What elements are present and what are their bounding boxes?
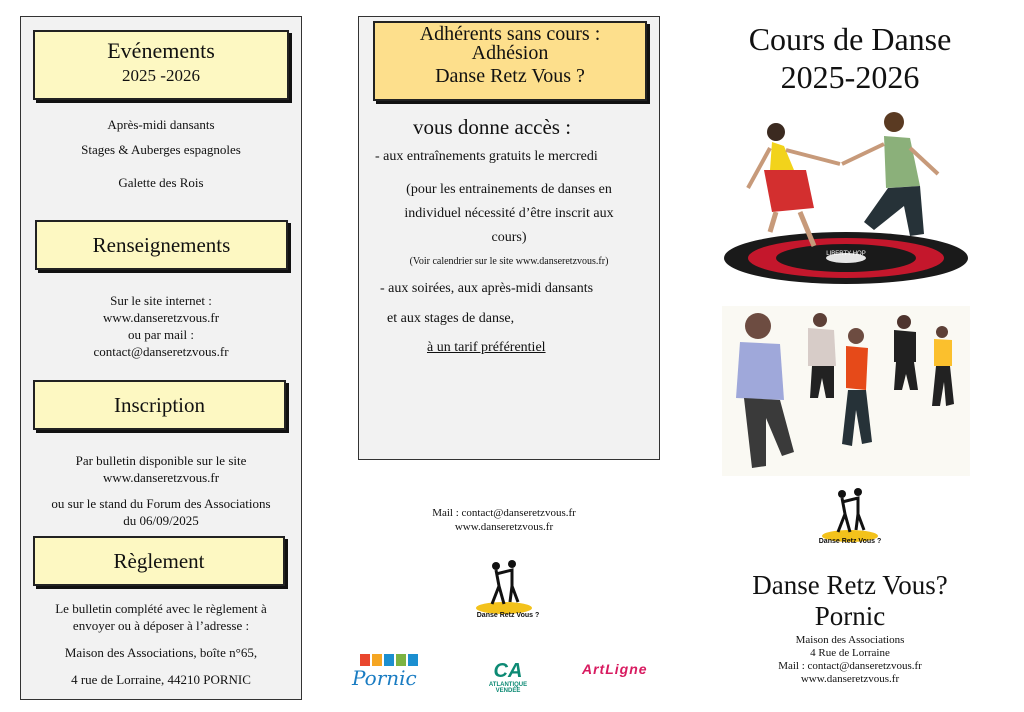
rules-line: Le bulletin complété avec le règlement à: [55, 601, 267, 616]
info-line: ou par mail :: [127, 327, 195, 342]
info-website: www.danseretzvous.fr: [102, 310, 220, 325]
pornic-logo-text: Pornic: [352, 666, 417, 690]
club-address-line: Maison des Associations: [795, 634, 905, 646]
tarif-text: à un tarif préférentiel: [427, 340, 546, 355]
club-address: [724, 634, 976, 686]
info-text: [22, 292, 300, 360]
club-name-block: [724, 570, 976, 632]
membership-line1: Adhérents sans cours :: [419, 23, 601, 45]
middle-contact-mail: Mail : contact@danseretzvous.fr: [432, 507, 576, 519]
access-note-line: cours): [491, 230, 527, 245]
rules-address: 4 rue de Lorraine, 44210 PORNIC: [71, 672, 251, 687]
main-title: [710, 20, 990, 96]
credit-agricole-logo: [478, 660, 538, 694]
walking-group-image: [722, 306, 970, 476]
access-title: vous donne accès :: [413, 115, 572, 139]
credit-agricole-line2: VENDÉE: [495, 688, 521, 694]
club-city: Pornic: [814, 601, 886, 631]
membership-line3: Danse Retz Vous ?: [435, 65, 585, 87]
club-logo-right: [810, 486, 890, 550]
club-logo-right-text: Danse Retz Vous ?: [818, 538, 882, 545]
access-item-stages: et aux stages de danse,: [387, 311, 515, 326]
middle-contact-site: www.danseretzvous.fr: [454, 521, 554, 533]
access-item-events: - aux soirées, aux après-midi dansants: [380, 281, 594, 296]
membership-heading-box: [373, 21, 647, 101]
walking-group-illustration: [722, 306, 970, 476]
credit-agricole-mark: CA: [493, 660, 523, 682]
artligne-logo: ArtLigne: [582, 661, 648, 677]
rules-text: [22, 600, 300, 688]
club-address-line: 4 Rue de Lorraine: [810, 647, 890, 659]
access-note-line: individuel nécessité d’être inscrit aux: [404, 206, 614, 221]
club-logo-middle: [466, 556, 546, 624]
events-item: Après-midi dansants: [107, 117, 215, 132]
inscription-date: du 06/09/2025: [123, 513, 199, 528]
events-heading-box: [33, 30, 289, 100]
events-item: Galette des Rois: [118, 175, 204, 190]
events-item: Stages & Auberges espagnoles: [81, 142, 241, 157]
info-title: Renseignements: [92, 233, 231, 257]
middle-contact: [400, 506, 608, 534]
club-name: Danse Retz Vous?: [752, 570, 948, 600]
info-email: contact@danseretzvous.fr: [93, 344, 229, 359]
events-years: 2025 -2026: [122, 66, 200, 85]
inscription-line: Par bulletin disponible sur le site: [75, 453, 247, 468]
main-title-line1: Cours de Danse: [748, 21, 952, 57]
credit-agricole-line1: ATLANTIQUE: [488, 682, 528, 688]
info-line: Sur le site internet :: [110, 293, 212, 308]
rules-address: Maison des Associations, boîte n°65,: [64, 645, 258, 660]
inscription-forum: ou sur le stand du Forum des Associations: [51, 496, 271, 511]
rules-heading-box: [33, 536, 285, 586]
inscription-text: [22, 452, 300, 529]
dance-couple-illustration: [724, 108, 970, 288]
club-logo-middle-text: Danse Retz Vous ?: [476, 612, 540, 619]
access-note: [366, 178, 652, 250]
rules-line: envoyer ou à déposer à l’adresse :: [72, 618, 250, 633]
dance-couple-image: [724, 108, 970, 288]
access-item-training: - aux entraînements gratuits le mercredi: [375, 149, 598, 164]
events-title: Evénements: [107, 38, 215, 63]
info-heading-box: [35, 220, 288, 270]
events-list: [22, 116, 300, 191]
club-address-site: www.danseretzvous.fr: [800, 673, 900, 685]
inscription-heading-box: [33, 380, 286, 430]
main-title-line2: 2025-2026: [780, 59, 920, 95]
membership-line2: Adhésion: [471, 42, 549, 64]
club-address-mail: Mail : contact@danseretzvous.fr: [778, 660, 922, 672]
pornic-logo: [348, 654, 428, 706]
inscription-website: www.danseretzvous.fr: [102, 470, 220, 485]
access-note-line: (pour les entrainements de danses en: [406, 182, 612, 197]
pornic-color-blocks: [360, 654, 428, 666]
inscription-title: Inscription: [114, 393, 205, 417]
rules-title: Règlement: [113, 549, 205, 573]
calendar-note: (Voir calendrier sur le site www.danseretzvous.fr): [409, 256, 609, 267]
record-label: LIBERTY HOP: [826, 251, 866, 257]
